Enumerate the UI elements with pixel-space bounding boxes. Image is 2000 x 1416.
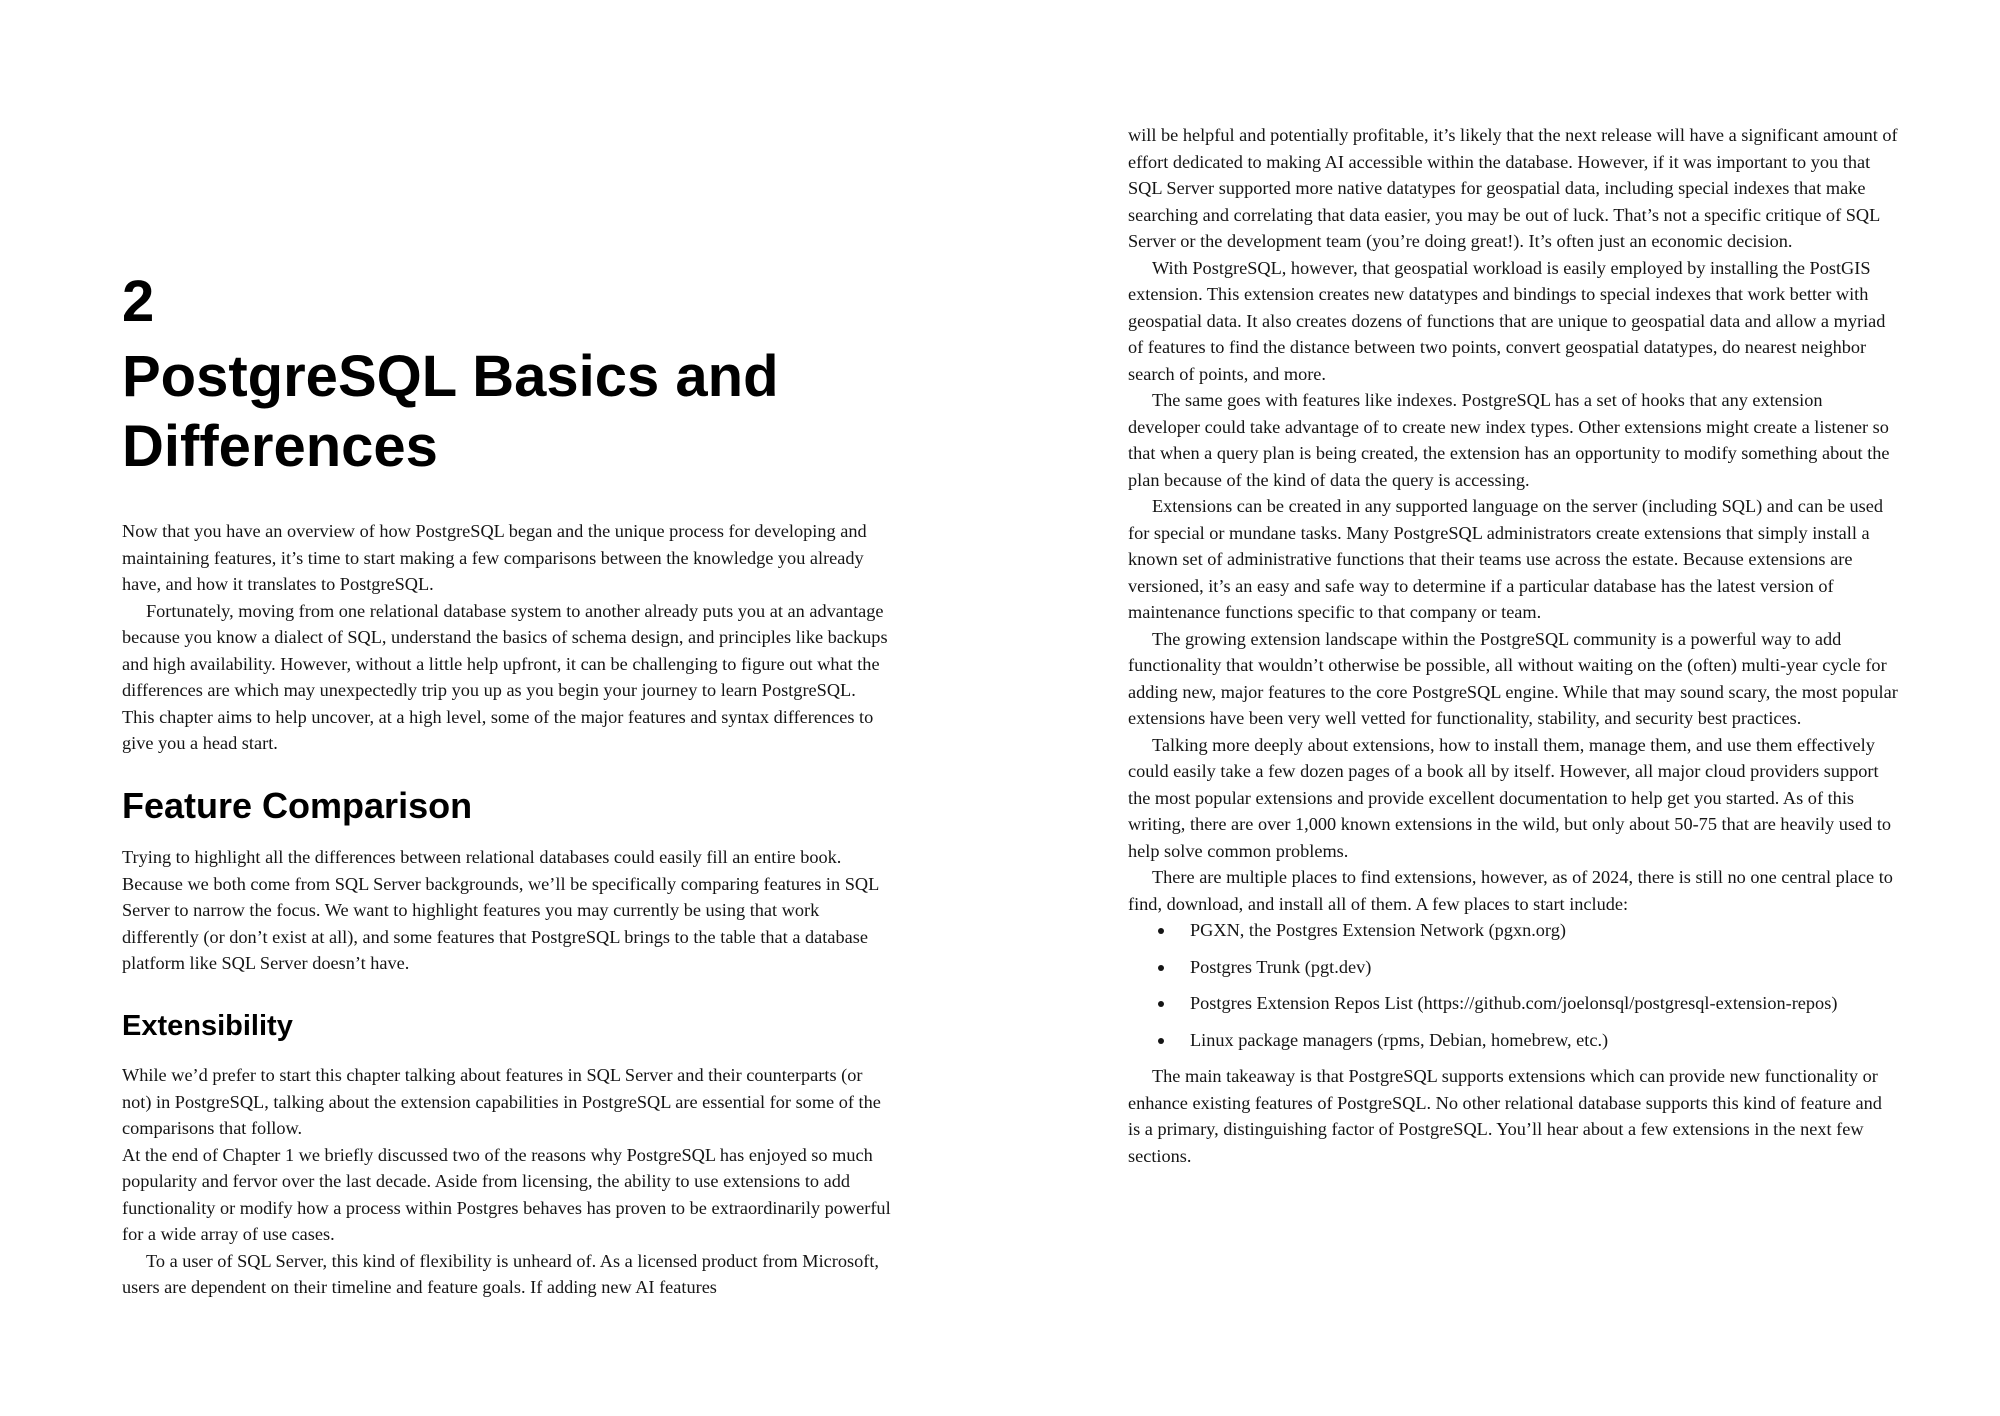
list-item <box>1158 990 1898 1017</box>
list-item-text: Linux package managers (rpms, Debian, homebrew, etc.) <box>1190 1029 1609 1050</box>
body-paragraph: Talking more deeply about extensions, how to install them, manage them, and use them effectively could easily take a few dozen pages of a book all by itself. However, all major cloud providers support the most popular extensions and provide excellent documentation to help get you started. As of this writing, there are over 1,000 known extensions in the wild, but only about 50-75 that are heavily used to help solve common problems. <box>1128 734 1892 861</box>
list-item-text: PGXN, the Postgres Extension Network (pgxn.org) <box>1190 920 1566 940</box>
body-paragraph: Extensions can be created in any supported language on the server (including SQL) and can be used for special or mundane tasks. Many PostgreSQL administrators create extensions that simply install a known set of administrative functions that their teams use across the estate. Because extensions are versioned, it’s an easy and safe way to determine if a particular database has the latest version of maintenance functions specific to that company or team. <box>1128 496 1884 622</box>
list-item <box>1158 954 1898 981</box>
chapter-number: 2 <box>122 269 155 334</box>
bullet-icon <box>1158 928 1164 934</box>
body-paragraph: There are multiple places to find extensions, however, as of 2024, there is still no one central place to find, download, and install all of them. A few places to start include: <box>1128 867 1893 914</box>
feature-comparison-paragraph: Trying to highlight all the differences between relational databases could easily fill an entire book. Because we both come from SQL Server backgrounds, we’ll be specifically comparing features in SQL Server to narrow the focus. We want to highlight features you may currently be using that work differently (or don’t exist at all), and some features that PostgreSQL brings to the table that a database platform like SQL Server doesn’t have. <box>122 847 879 973</box>
intro-paragraph: Fortunately, moving from one relational database system to another already puts you at an advantage because you know a dialect of SQL, understand the basics of schema design, and principles like backups and high availability. However, without a little help upfront, it can be challenging to figure out what the differences are which may unexpectedly trip you up as you begin your journey to learn PostgreSQL. This chapter aims to help uncover, at a high level, some of the major features and syntax differences to give you a head start. <box>122 600 888 753</box>
feature-comparison-section <box>122 784 892 977</box>
list-item-text: Postgres Extension Repos List (https://github.com/joelonsql/postgresql-extension-repos) <box>1190 993 1838 1013</box>
extension-sources-list <box>1128 917 1898 1053</box>
extensibility-paragraph: While we’d prefer to start this chapter talking about features in SQL Server and their counterparts (or not) in PostgreSQL, talking about the extension capabilities in PostgreSQL are essential for some of the comparisons that follow. <box>122 1065 881 1138</box>
bullet-icon <box>1158 965 1164 971</box>
body-paragraph: The growing extension landscape within the PostgreSQL community is a powerful way to add functionality that wouldn’t otherwise be possible, all without waiting on the (often) multi-year cycle for adding new, major features to the core PostgreSQL engine. While that may sound scary, the most popular extensions have been very well vetted for functionality, stability, and security best practices. <box>1128 628 1898 728</box>
extensibility-paragraph: At the end of Chapter 1 we briefly discussed two of the reasons why PostgreSQL has enjoyed so much popularity and fervor over the last decade. Aside from licensing, the ability to use extensions to add functionality or modify how a process within Postgres behaves has proven to be extraordinarily powerful for a wide array of use cases. <box>122 1144 891 1244</box>
body-paragraph: The same goes with features like indexes. PostgreSQL has a set of hooks that any extension developer could take advantage of to create new index types. Other extensions might create a listener so that when a query plan is being created, the extension has an opportunity to modify something about the plan because of the kind of data the query is accessing. <box>1128 390 1890 490</box>
right-page-body <box>1128 122 1898 1169</box>
extensibility-section <box>122 1008 892 1301</box>
section-heading-feature-comparison: Feature Comparison <box>122 785 473 826</box>
chapter-title: PostgreSQL Basics and Differences <box>122 344 779 479</box>
bullet-icon <box>1158 1001 1164 1007</box>
extensibility-paragraph: To a user of SQL Server, this kind of flexibility is unheard of. As a licensed product from Microsoft, users are dependent on their timeline and feature goals. If adding new AI features <box>122 1250 879 1297</box>
list-item <box>1158 1027 1898 1054</box>
closing-paragraph: The main takeaway is that PostgreSQL supports extensions which can provide new functionality or enhance existing features of PostgreSQL. No other relational database supports this kind of feature and is a primary, distinguishing factor of PostgreSQL. You’ll hear about a few extensions in the next few sections. <box>1128 1066 1882 1166</box>
list-item <box>1158 917 1898 944</box>
bullet-icon <box>1158 1038 1164 1044</box>
body-paragraph: will be helpful and potentially profitable, it’s likely that the next release will have a significant amount of effort dedicated to making AI accessible within the database. However, if it was important to you that SQL Server supported more native datatypes for geospatial data, including special indexes that make searching and correlating that data easier, you may be out of luck. That’s not a specific critique of SQL Server or the development team (you’re doing great!). It’s often just an economic decision. <box>1128 125 1898 251</box>
list-item-text: Postgres Trunk (pgt.dev) <box>1190 956 1372 977</box>
intro-paragraph: Now that you have an overview of how PostgreSQL began and the unique process for developing and maintaining features, it’s time to start making a few comparisons between the knowledge you already have, and how it translates to PostgreSQL. <box>122 521 867 594</box>
chapter-intro <box>122 518 892 757</box>
section-heading-extensibility: Extensibility <box>122 1010 293 1042</box>
body-paragraph: With PostgreSQL, however, that geospatial workload is easily employed by installing the PostGIS extension. This extension creates new datatypes and bindings to special indexes that work better with geospatial data. It also creates dozens of functions that are unique to geospatial data and allow a myriad of features to find the distance between two points, convert geospatial datatypes, do nearest neighbor search of points, and more. <box>1128 257 1886 384</box>
